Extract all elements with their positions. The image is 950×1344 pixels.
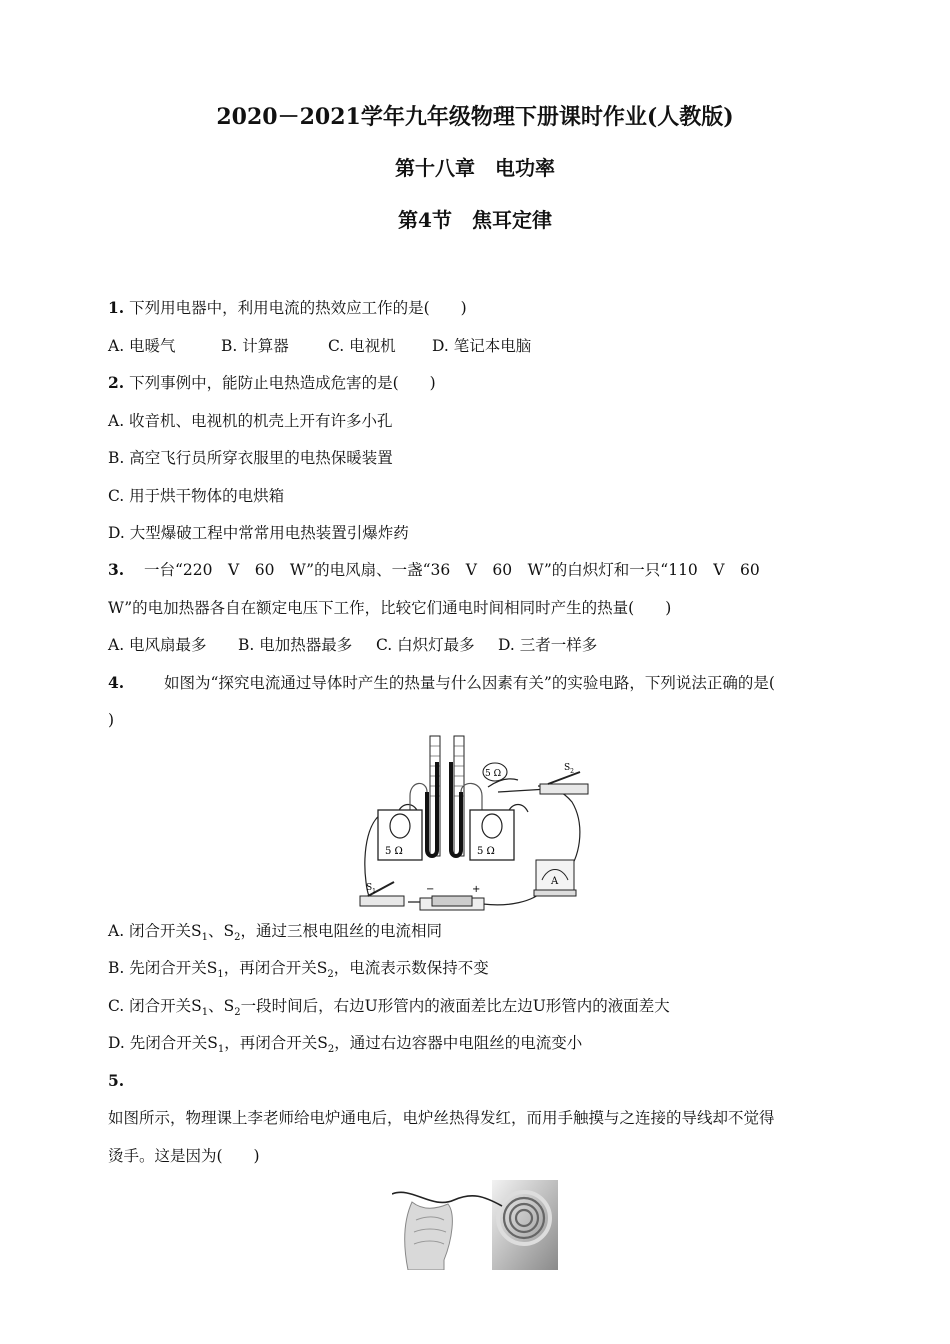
q4-option-d: D. 先闭合开关$S_1$，再闭合开关$S_2$，通过右边容器中电阻丝的电流变小 [108, 1034, 583, 1056]
chapter-title: 第十八章 电功率 [395, 156, 555, 180]
document-title: 2020－2021学年九年级物理下册课时作业(人教版) [216, 104, 734, 130]
q5-number: 5. [108, 1071, 125, 1090]
q2-option-c: C. 用于烘干物体的电烘箱 [108, 487, 285, 505]
q4-option-b: B. 先闭合开关$S_1$，再闭合开关$S_2$，电流表示数保持不变 [108, 959, 489, 981]
q3-stem-line-2: W”的电加热器各自在额定电压下工作，比较它们通电时间相同时产生的热量( ) [108, 599, 672, 617]
q4-stem-1: 如图为“探究电流通过导体时产生的热量与什么因素有关”的实验电路，下列说法正确的是( [164, 674, 775, 692]
q2-number: 2. [108, 373, 125, 392]
q3-options [108, 635, 597, 655]
q5-stem-line-1: 如图所示，物理课上李老师给电炉通电后，电炉丝热得发红，而用手触摸与之连接的导线却不觉得 [108, 1109, 775, 1127]
label-minus: − [426, 884, 435, 895]
q3-option-a: A. 电风扇最多 [108, 636, 207, 654]
label-s2: $S_2$ [564, 763, 574, 775]
label-s1: $S_1$ [366, 883, 376, 895]
q3-stem-line-1 [108, 560, 760, 580]
q4-option-a: A. 闭合开关$S_1$、$S_2$，通过三根电阻丝的电流相同 [108, 922, 443, 944]
q3-option-b: B. 电加热器最多 [238, 636, 353, 654]
wire-ammeter-s2 [538, 786, 580, 872]
q4-circuit-figure [358, 732, 594, 912]
switch-s2 [540, 784, 588, 794]
q2-stem: 下列事例中，能防止电热造成危害的是( ) [129, 374, 436, 392]
q2-option-d: D. 大型爆破工程中常常用电热装置引爆炸药 [108, 524, 409, 542]
q1-option-a: A. 电暖气 [108, 337, 176, 355]
label-ammeter: A [551, 876, 559, 887]
q4-number: 4. [108, 673, 125, 692]
q2-option-b: B. 高空飞行员所穿衣服里的电热保暖装置 [108, 449, 393, 467]
q3-number: 3. [108, 560, 125, 579]
switch-s1 [360, 896, 404, 906]
q1-option-b: B. 计算器 [221, 337, 289, 355]
q5-stem-line-2: 烫手。这是因为( ) [108, 1147, 260, 1165]
q4-stem-line-2: ) [108, 711, 115, 729]
q1-option-d: D. 笔记本电脑 [432, 337, 532, 355]
q4-option-c: C. 闭合开关$S_1$、$S_2$一段时间后，右边U形管内的液面差比左边U形管内的液面差大 [108, 997, 670, 1019]
q3-stem-1: 一台“220 V 60 W”的电风扇、一盏“36 V 60 W”的白炽灯和一只“110 V 60 [144, 561, 760, 579]
q2-stem-line [108, 373, 436, 393]
q1-stem-line [108, 298, 467, 318]
hand [405, 1202, 453, 1270]
q5-stove-figure [392, 1180, 560, 1270]
q3-option-c: C. 白炽灯最多 [376, 636, 475, 654]
q1-option-c: C. 电视机 [328, 337, 396, 355]
q4-stem-line-1 [108, 673, 775, 693]
label-r-top: 5 Ω [485, 769, 502, 779]
label-r-left: 5 Ω [385, 846, 403, 857]
q2-option-a: A. 收音机、电视机的机壳上开有许多小孔 [108, 412, 393, 430]
label-plus: + [472, 884, 481, 895]
label-r-right: 5 Ω [477, 846, 495, 857]
q1-number: 1. [108, 298, 125, 317]
q1-stem: 下列用电器中，利用电流的热效应工作的是( ) [129, 299, 467, 317]
section-title: 第4节 焦耳定律 [398, 208, 552, 232]
q3-option-d: D. 三者一样多 [498, 636, 598, 654]
q1-options [108, 336, 531, 356]
